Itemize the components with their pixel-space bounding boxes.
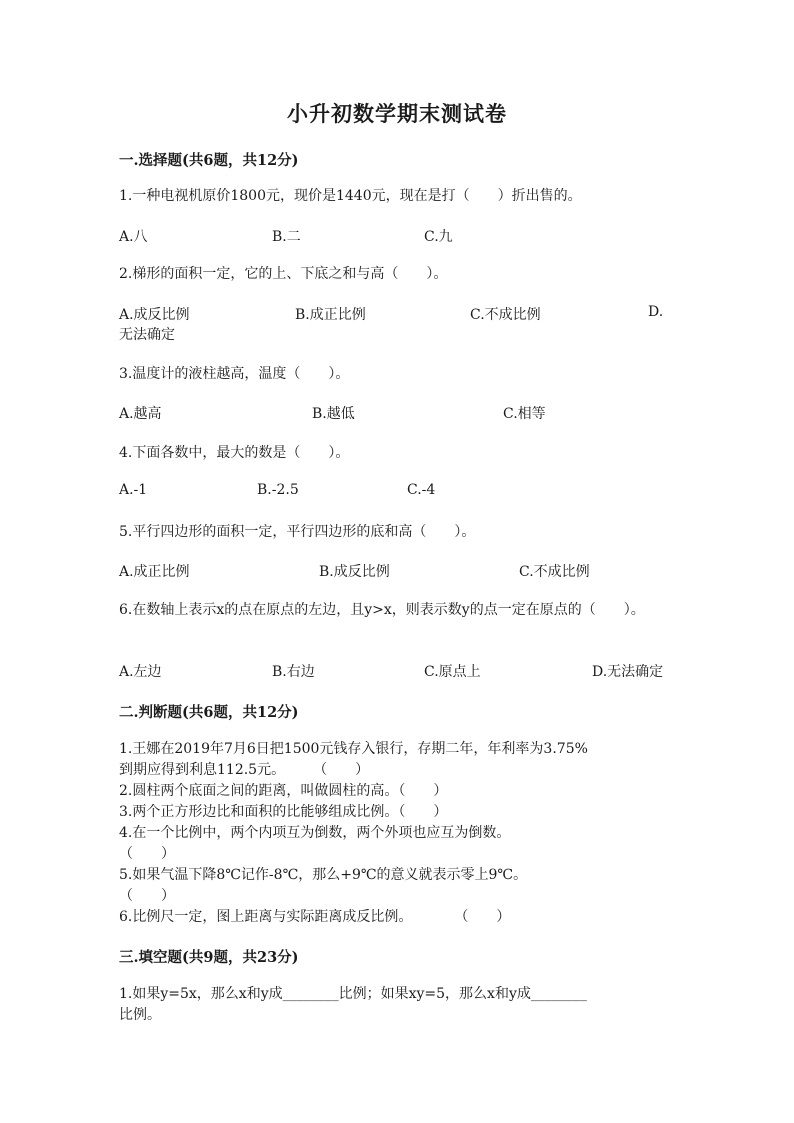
option-d: D. <box>648 304 664 320</box>
option-a: A.-1 <box>119 482 148 498</box>
section-heading-choice: 一.选择题(共6题，共12分) <box>119 152 299 169</box>
option-b: B.右边 <box>272 664 315 680</box>
option-d-continued: 无法确定 <box>119 327 175 343</box>
question-6: 6.在数轴上表示x的点在原点的左边，且y>x，则表示数y的点一定在原点的（ ）。 <box>119 602 645 618</box>
option-b: B.越低 <box>312 406 355 422</box>
options-5 <box>119 561 679 582</box>
fill-question-1: 1.如果y=5x，那么x和y成________比例；如果xy=5，那么x和y成________ <box>119 986 587 1002</box>
option-a: A.成反比例 <box>119 307 190 323</box>
options-2 <box>119 304 679 325</box>
options-1 <box>119 226 679 247</box>
option-a: A.左边 <box>119 664 162 680</box>
option-c: C.九 <box>424 229 453 245</box>
option-c: C.原点上 <box>424 664 481 680</box>
options-6 <box>119 661 679 682</box>
option-c: C.-4 <box>407 482 436 498</box>
option-a: A.八 <box>119 229 148 245</box>
fill-question-1-continued: 比例。 <box>119 1007 161 1023</box>
page-title: 小升初数学期末测试卷 <box>287 101 507 126</box>
question-4: 4.下面各数中，最大的数是（ ）。 <box>119 445 350 461</box>
option-b: B.成正比例 <box>295 307 366 323</box>
judge-line: 6.比例尺一定，图上距离与实际距离成反比例。 （ ） <box>119 909 511 925</box>
section-heading-judge: 二.判断题(共6题，共12分) <box>119 704 299 721</box>
option-b: B.二 <box>272 229 301 245</box>
judge-line: （ ） <box>119 888 175 904</box>
option-c: C.不成比例 <box>470 307 541 323</box>
judge-line: 4.在一个比例中，两个内项互为倒数，两个外项也应互为倒数。 <box>119 825 511 841</box>
judge-line: （ ） <box>119 846 175 862</box>
question-1: 1.一种电视机原价1800元，现价是1440元，现在是打（ ）折出售的。 <box>119 188 582 204</box>
judge-line: 到期应得到利息112.5元。 （ ） <box>119 762 370 778</box>
judge-line: 2.圆柱两个底面之间的距离，叫做圆柱的高。（ ） <box>119 783 448 799</box>
option-a: A.成正比例 <box>119 564 190 580</box>
judge-line: 3.两个正方形边比和面积的比能够组成比例。（ ） <box>119 804 448 820</box>
question-2: 2.梯形的面积一定，它的上、下底之和与高（ ）。 <box>119 266 448 282</box>
question-3: 3.温度计的液柱越高，温度（ ）。 <box>119 366 350 382</box>
option-c: C.不成比例 <box>519 564 590 580</box>
section-heading-fill: 三.填空题(共9题，共23分) <box>119 949 299 966</box>
judge-line: 5.如果气温下降8℃记作-8℃，那么+9℃的意义就表示零上9℃。 <box>119 867 528 883</box>
judge-line: 1.王娜在2019年7月6日把1500元钱存入银行，存期二年，年利率为3.75% <box>119 741 588 757</box>
judge-list <box>119 739 679 928</box>
option-a: A.越高 <box>119 406 162 422</box>
options-4 <box>119 482 679 503</box>
option-b: B.-2.5 <box>257 482 299 498</box>
option-b: B.成反比例 <box>319 564 390 580</box>
option-d: D.无法确定 <box>592 664 664 680</box>
options-3 <box>119 403 679 424</box>
question-5: 5.平行四边形的面积一定，平行四边形的底和高（ ）。 <box>119 524 476 540</box>
option-c: C.相等 <box>503 406 546 422</box>
